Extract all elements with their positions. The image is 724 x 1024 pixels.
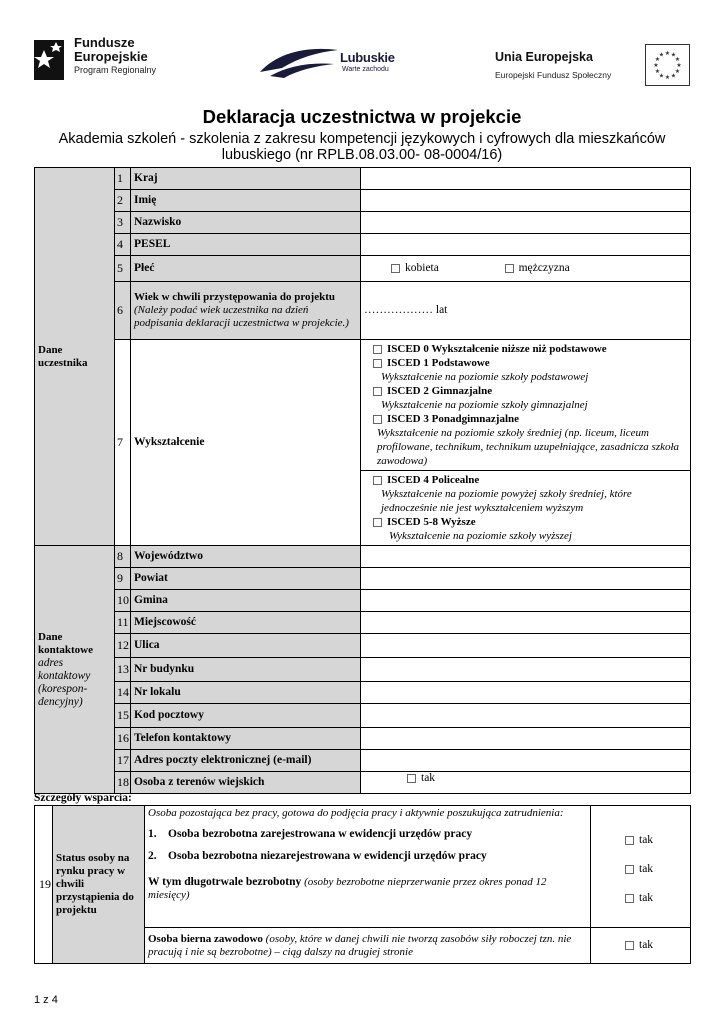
row-num: 18 [115,772,131,794]
edu-option[interactable]: ISCED 1 Podstawowe [373,356,686,370]
age-value[interactable]: ……………… lat [361,282,691,340]
row-num: 13 [115,658,131,682]
contact-label: Dane kontaktowe [38,630,94,656]
unemployed-item-2: 2. Osoba bezrobotna niezarejestrowana w ewidencji urzędów pracy [148,850,487,862]
field-input[interactable] [361,682,691,704]
svg-text:★: ★ [658,51,665,59]
edu-option[interactable]: ISCED 5-8 Wyższe [373,515,686,529]
field-label-nazwisko: Nazwisko [131,212,361,234]
svg-text:★: ★ [670,51,677,59]
education-options [361,340,691,546]
edu-desc: Wykształcenie na poziomie szkoły gimnazjalnej [381,399,588,411]
lubuskie-wave-icon [258,42,340,82]
header-logos [0,0,724,100]
section-participant: Dane uczestnika [35,168,115,546]
field-input[interactable] [361,704,691,728]
row-num: 5 [115,256,131,282]
rural-option [361,772,691,794]
field-label: Gmina [131,590,361,612]
svg-text:★: ★ [658,72,665,80]
field-label: Kod pocztowy [131,704,361,728]
fe-star-icon [34,36,68,84]
checkbox-female[interactable] [391,264,400,273]
svg-text:★: ★ [676,62,682,69]
row-num: 10 [115,590,131,612]
checkbox-male[interactable] [505,264,514,273]
subtitle-line1: Akademia szkoleń - szkolenia z zakresu kompetencji językowych i cyfrowych dla mieszkańców [58,131,666,147]
row-num: 11 [115,612,131,634]
svg-text:★: ★ [674,56,681,63]
row-num: 14 [115,682,131,704]
rural-yes: tak [421,772,436,784]
contact-note: adres kontaktowy (korespon-dencyjny) [38,656,91,708]
field-input[interactable] [361,568,691,590]
edu-option[interactable]: ISCED 4 Policealne [373,473,686,487]
page-subtitle [40,131,684,163]
support-heading: Szczegóły wsparcia: [34,792,132,804]
lubuskie-name: Lubuskie [340,50,395,65]
row-num: 1 [115,168,131,190]
row-num: 7 [115,340,131,546]
option-yes-2[interactable]: tak [625,863,687,892]
field-label: Miejscowość [131,612,361,634]
edu-desc: Wykształcenie na poziomie szkoły średniej (np. liceum, liceum profilowane, technikum, technikum uzupełniające, zasadnicza szkoła zawodowa) [377,427,680,467]
option-yes-1[interactable]: tak [625,834,687,863]
row-num: 17 [115,750,131,772]
eu-flag-icon [645,44,690,86]
field-input-imie[interactable] [361,190,691,212]
unemployed-item-1: 1. Osoba bezrobotna zarejestrowana w ewidencji urzędów pracy [148,828,473,840]
inactive-block: Osoba bierna zawodowo (osoby, które w danej chwili nie tworzą zasobów siły roboczej tzn. nie pracują i nie są bezrobotne) – ciąg dalszy na drugiej stronie [145,928,591,964]
support-table [34,805,691,964]
svg-text:★: ★ [674,68,681,75]
edu-option[interactable]: ISCED 2 Gimnazjalne [373,384,686,398]
eu-subtitle: Europejski Fundusz Społeczny [495,70,612,80]
row-num: 6 [115,282,131,340]
field-label-imie: Imię [131,190,361,212]
unemployed-intro: Osoba pozostająca bez pracy, gotowa do podjęcia pracy i aktywnie poszukująca zatrudnienia: [148,807,564,819]
eu-title: Unia Europejska [495,50,593,64]
field-label-pesel: PESEL [131,234,361,256]
option-yes-3[interactable]: tak [625,892,687,905]
fe-name-line1: Fundusze [74,35,135,50]
field-label: Osoba z terenów wiejskich [131,772,361,794]
section-contact [35,546,115,794]
fundusze-europejskie-logo [34,36,184,84]
fe-program: Program Regionalny [74,65,157,75]
edu-option[interactable]: ISCED 3 Ponadgimnazjalne [373,412,686,426]
page-title: Deklaracja uczestnictwa w projekcie [202,106,522,127]
field-input-pesel[interactable] [361,234,691,256]
field-label: Ulica [131,634,361,658]
field-input[interactable] [361,546,691,568]
row-num: 15 [115,704,131,728]
field-label: Powiat [131,568,361,590]
row-num: 3 [115,212,131,234]
field-input-nazwisko[interactable] [361,212,691,234]
page-number: 1 z 4 [34,994,58,1006]
unemployed-options [591,806,691,928]
svg-text:★: ★ [654,56,661,63]
row-num: 16 [115,728,131,750]
field-input[interactable] [361,634,691,658]
longterm-unemployed: W tym długotrwale bezrobotny (osoby bezrobotne nieprzerwanie przez okres ponad 12 miesięcy) [148,876,547,901]
row-num: 12 [115,634,131,658]
field-input[interactable] [361,590,691,612]
edu-option[interactable]: ISCED 0 Wykształcenie niższe niż podstawowe [373,342,686,356]
field-input[interactable] [361,728,691,750]
checkbox-rural[interactable] [407,774,416,783]
age-label: Wiek w chwili przystępowania do projektu [134,291,335,303]
edu-group-2 [361,470,690,545]
edu-desc: Wykształcenie na poziomie szkoły podstawowej [381,371,589,383]
lubuskie-logo [258,42,408,82]
svg-text:★: ★ [664,50,671,57]
row-num: 8 [115,546,131,568]
fe-name-line2: Europejskie [74,49,148,64]
option-female: kobieta [405,262,439,274]
svg-text:★: ★ [664,74,671,81]
gender-options [361,256,691,282]
participant-table [34,167,691,794]
row-num: 9 [115,568,131,590]
field-label: Adres poczty elektronicznej (e-mail) [131,750,361,772]
subtitle-line2: lubuskiego (nr RPLB.08.03.00- 08-0004/16) [221,147,503,163]
option-male: mężczyzna [518,262,570,274]
field-input-kraj[interactable] [361,168,691,190]
svg-text:★: ★ [654,68,661,75]
edu-group-1 [361,340,690,470]
row-num: 4 [115,234,131,256]
field-label-plec: Płeć [131,256,361,282]
row-num: 19 [35,806,53,964]
svg-text:★: ★ [670,72,677,80]
age-note: (Należy podać wiek uczestnika na dzień podpisania deklaracji uczestnictwa w projekcie.) [134,304,349,329]
field-input[interactable] [361,612,691,634]
field-label: Województwo [131,546,361,568]
unemployed-block [145,806,591,928]
field-label-age [131,282,361,340]
field-label: Nr budynku [131,658,361,682]
row-num: 2 [115,190,131,212]
field-input[interactable] [361,750,691,772]
option-yes-inactive[interactable]: tak [591,928,691,964]
svg-text:★: ★ [653,62,659,69]
field-label: Nr lokalu [131,682,361,704]
lubuskie-tagline: Warte zachodu [342,66,389,73]
status-label: Status osoby na rynku pracy w chwili przystąpienia do projektu [53,806,145,964]
field-label: Telefon kontaktowy [131,728,361,750]
field-label-kraj: Kraj [131,168,361,190]
field-input[interactable] [361,658,691,682]
edu-desc: Wykształcenie na poziomie szkoły wyższej [389,530,572,542]
edu-desc: Wykształcenie na poziomie powyżej szkoły średniej, które jednocześnie nie jest wykształceniem wyższym [381,488,632,514]
field-label-education: Wykształcenie [131,340,361,546]
